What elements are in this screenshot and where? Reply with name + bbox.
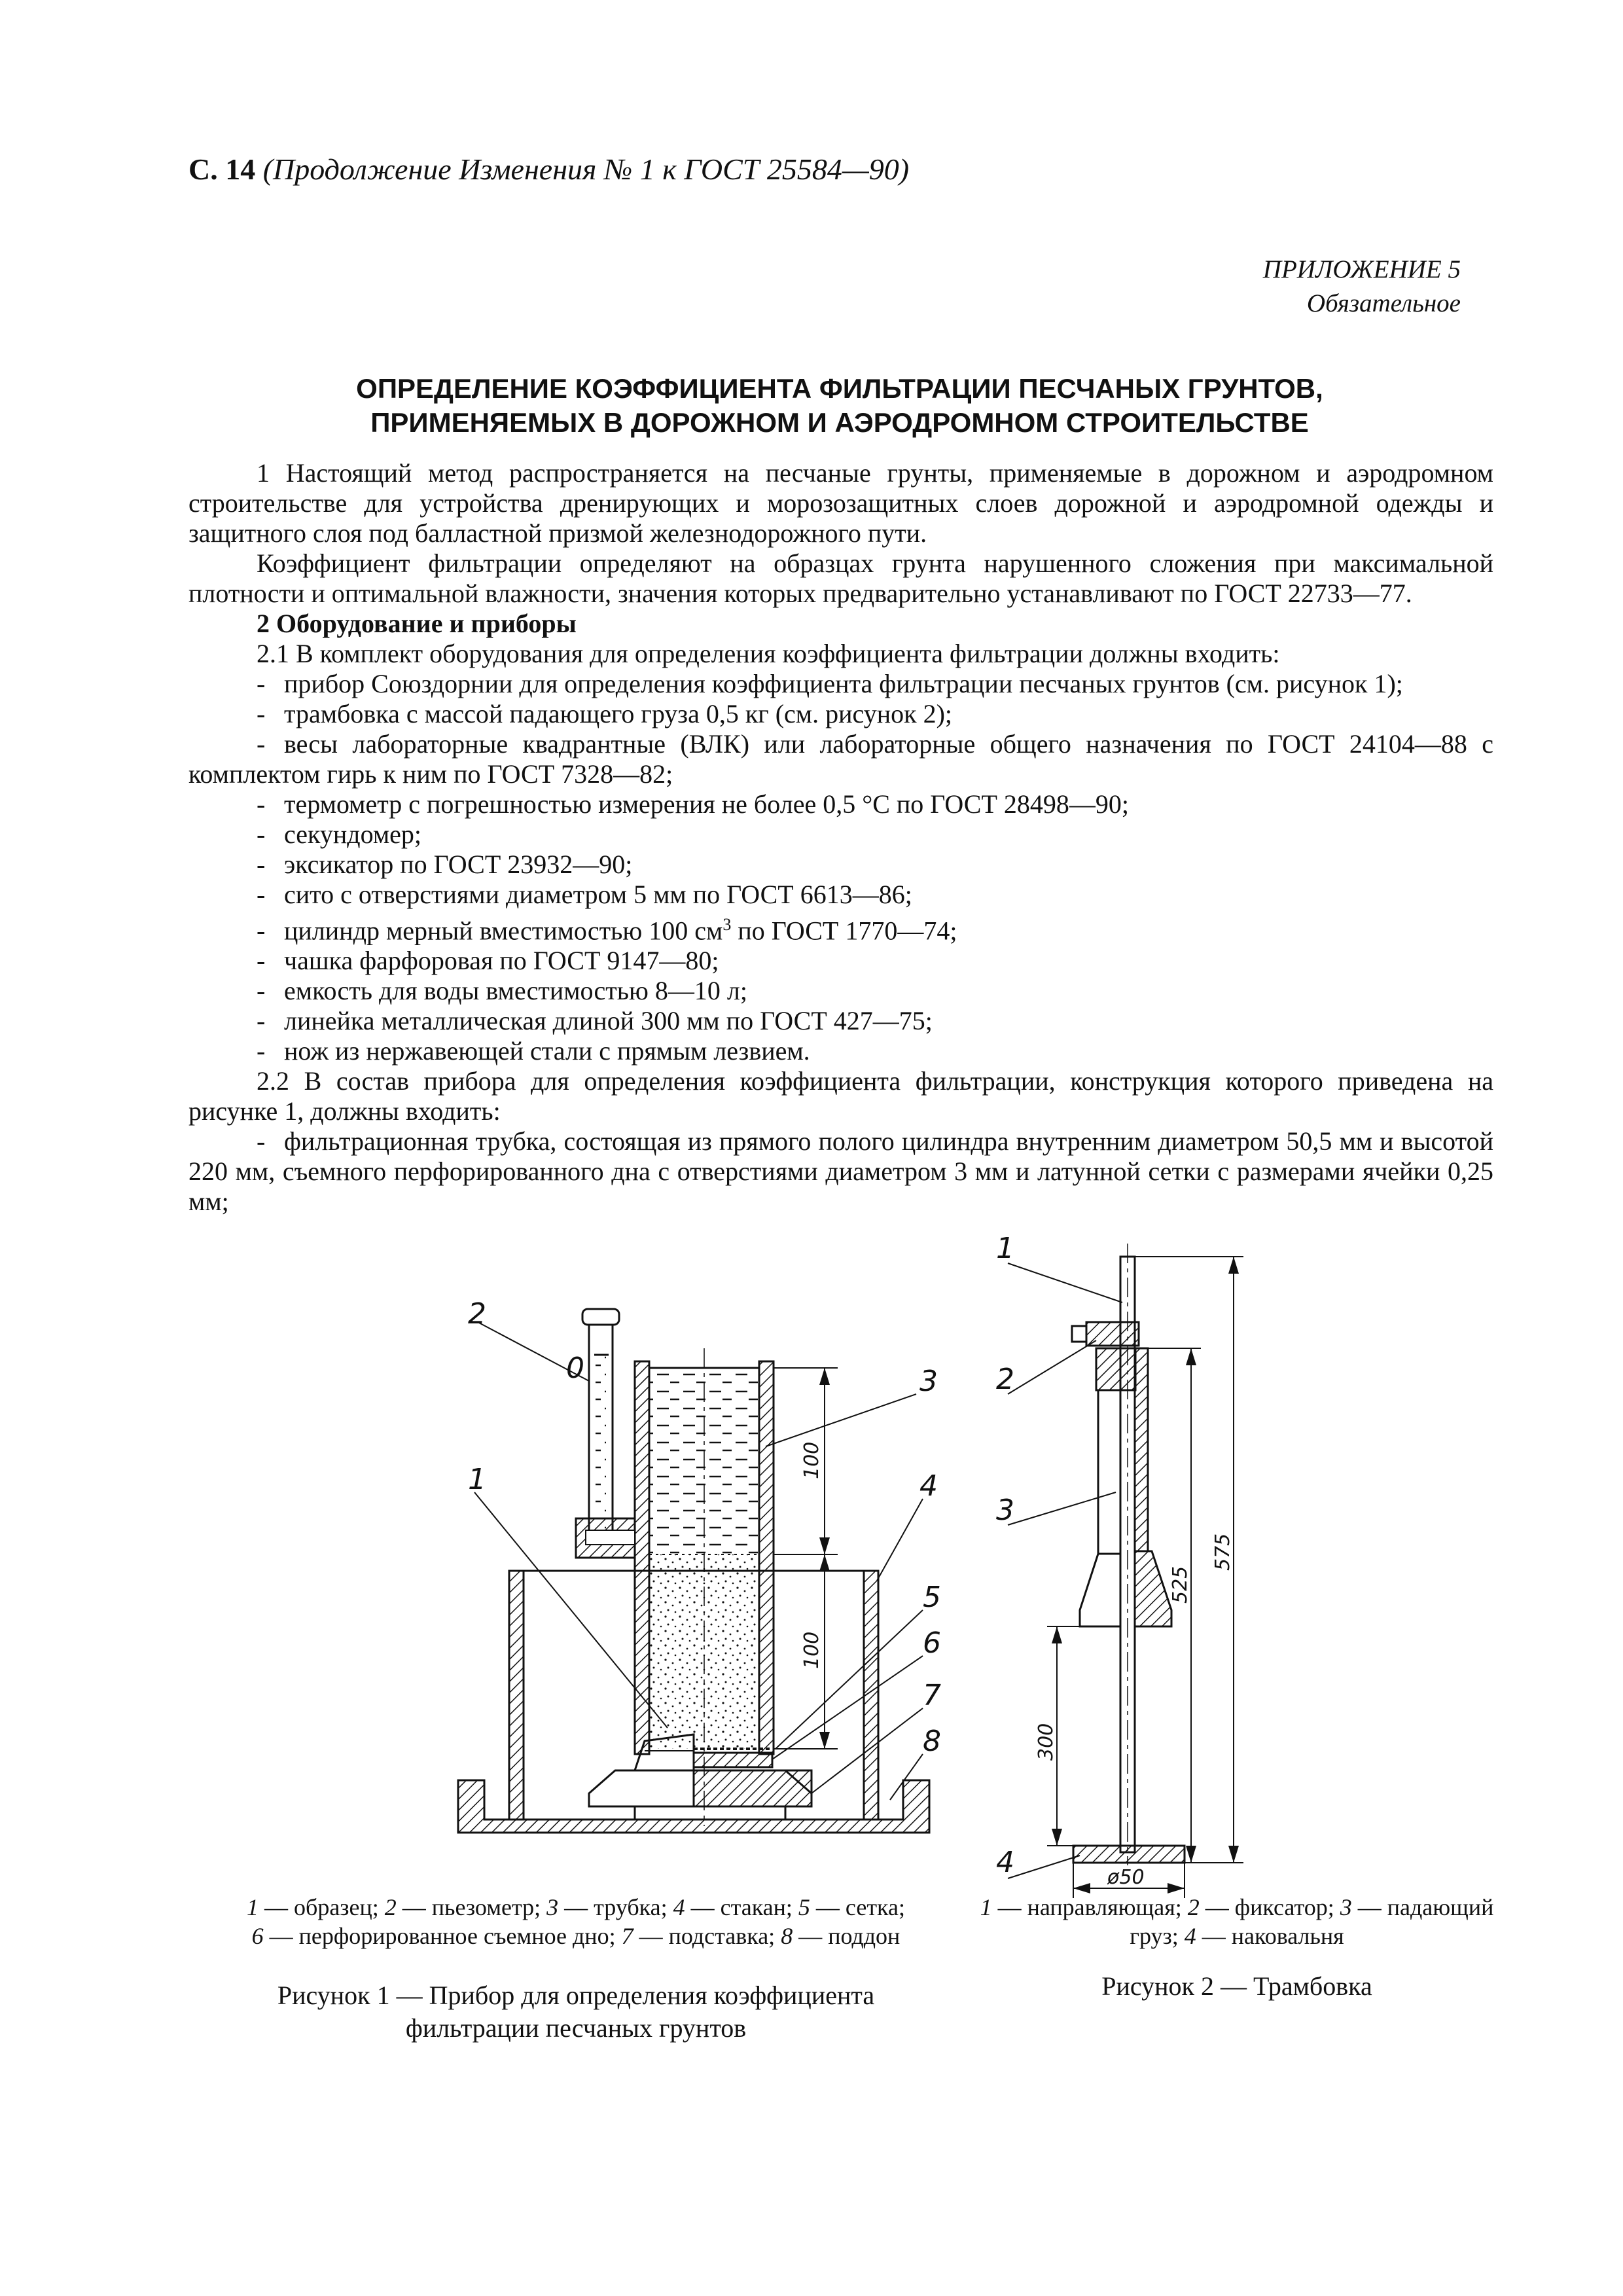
- figure-2-drawing: [982, 1217, 1309, 1911]
- dim-bottom: 100: [800, 1631, 823, 1669]
- paragraph-2-2: 2.2 В состав прибора для определения коэффициента фильтрации, конструкция которого приведена на рисунке 1, должны входить:: [188, 1066, 1493, 1126]
- list-item: - цилиндр мерный вместимостью 100 $см^3$ по ГОСТ 1770—74;: [257, 915, 957, 946]
- fig1-zero-label: 0: [566, 1352, 584, 1385]
- list-item: - линейка металлическая длиной 300 мм по ГОСТ 427—75;: [257, 1006, 933, 1036]
- figure-2-legend: 1 — направляющая; 2 — фиксатор; 3 — падающий груз; 4 — наковальня: [980, 1894, 1494, 1949]
- fig1-label-3: 3: [919, 1365, 938, 1398]
- document-title-line2: ПРИМЕНЯЕМЫХ В ДОРОЖНОМ И АЭРОДРОМНОМ СТРОИТЕЛЬСТВЕ: [370, 407, 1309, 438]
- appendix-title: ПРИЛОЖЕНИЕ 5: [1262, 255, 1461, 283]
- header-reference: (Продолжение Изменения № 1 к ГОСТ 25584—90): [262, 152, 910, 186]
- fig2-label-3: 3: [996, 1494, 1014, 1527]
- dim-300: 300: [1035, 1723, 1058, 1761]
- fig1-label-1: 1: [468, 1463, 486, 1496]
- fig1-label-2: 2: [468, 1297, 486, 1331]
- list-item: - трамбовка с массой падающего груза 0,5 кг (см. рисунок 2);: [257, 699, 952, 728]
- paragraph-1: 1 Настоящий метод распространяется на песчаные грунты, применяемые в дорожном и аэродромном строительстве для устройства дренирующих и морозозащитных слоев дорожной и аэродромной одежды и защитного слоя под балластной призмой железнодорожного пути.: [188, 458, 1493, 548]
- list-item: - прибор Союздорнии для определения коэффициента фильтрации песчаных грунтов (см. рисунок 1);: [257, 669, 1403, 698]
- appendix-block: [1263, 253, 1461, 321]
- fig1-label-6: 6: [923, 1626, 941, 1660]
- fig1-label-5: 5: [923, 1581, 941, 1614]
- list-item: - весы лабораторные квадрантные (ВЛК) или лабораторные общего назначения по ГОСТ 24104—88 с комплектом гирь к ним по ГОСТ 7328—82;: [188, 729, 1493, 789]
- list-item: - фильтрационная трубка, состоящая из прямого полого цилиндра внутренним диаметром 50,5 мм и высотой 220 мм, съемного перфорированного дна с отверстиями диаметром 3 мм и латунной сетки с размерами ячейки 0,25 мм;: [188, 1126, 1493, 1217]
- list-item: - термометр с погрешностью измерения не более 0,5 °С по ГОСТ 28498—90;: [257, 789, 1130, 819]
- list-item: - эксикатор по ГОСТ 23932—90;: [257, 850, 633, 879]
- document-title-line1: ОПРЕДЕЛЕНИЕ КОЭФФИЦИЕНТА ФИЛЬТРАЦИИ ПЕСЧАНЫХ ГРУНТОВ,: [356, 373, 1323, 404]
- figure-2-title: Рисунок 2 — Трамбовка: [1101, 1971, 1372, 2001]
- dim-575: 575: [1211, 1533, 1234, 1571]
- fig2-label-1: 1: [996, 1232, 1014, 1265]
- figure-1-legend: 1 — образец; 2 — пьезометр; 3 — трубка; 4 — стакан; 5 — сетка; 6 — перфорированное съемное дно; 7 — подставка; 8 — поддон: [247, 1894, 905, 1949]
- list-item: - емкость для воды вместимостью 8—10 л;: [257, 976, 747, 1006]
- paragraph-2-1: 2.1 В комплект оборудования для определения коэффициента фильтрации должны входить:: [257, 639, 1280, 668]
- section-heading-2: 2 Оборудование и приборы: [257, 609, 577, 638]
- document-title: [188, 372, 1491, 440]
- appendix-status: Обязательное: [1306, 289, 1461, 317]
- page-number: С. 14: [188, 152, 256, 186]
- figure-1-title: Рисунок 1 — Прибор для определения коэффициента фильтрации песчаных грунтов: [277, 1981, 875, 2043]
- list-item: - чашка фарфоровая по ГОСТ 9147—80;: [257, 946, 719, 976]
- page-header: [188, 152, 909, 187]
- fig1-label-8: 8: [923, 1725, 941, 1758]
- fig1-label-4: 4: [919, 1469, 938, 1503]
- fig2-label-2: 2: [996, 1363, 1014, 1396]
- fig1-label-7: 7: [923, 1679, 941, 1712]
- dim-top: 100: [800, 1441, 823, 1479]
- list-item: - секундомер;: [257, 819, 422, 849]
- paragraph-2: Коэффициент фильтрации определяют на образцах грунта нарушенного сложения при максимальной плотности и оптимальной влажности, значения которых предварительно устанавливают по ГОСТ 22733—77.: [188, 548, 1493, 608]
- fig2-label-4: 4: [996, 1846, 1014, 1879]
- dim-d50: ø50: [1107, 1866, 1145, 1889]
- list-item: - нож из нержавеющей стали с прямым лезвием.: [257, 1036, 810, 1066]
- dim-525: 525: [1169, 1566, 1192, 1604]
- list-item: - сито с отверстиями диаметром 5 мм по ГОСТ 6613—86;: [257, 880, 912, 909]
- body-text: [188, 458, 1493, 1217]
